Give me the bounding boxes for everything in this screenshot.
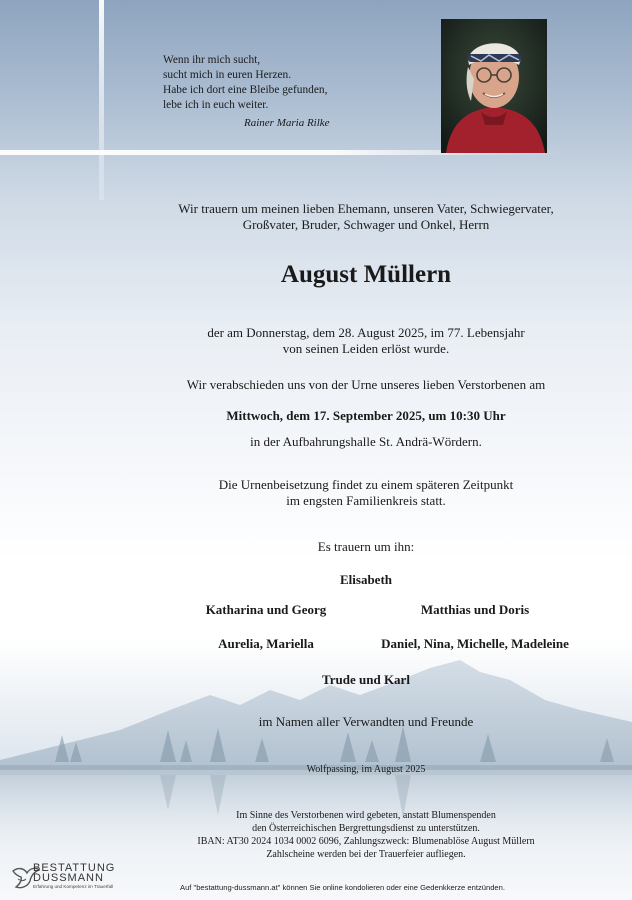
farewell-intro: Wir verabschieden uns von der Urne unseres lieben Verstorbenen am [186,377,546,392]
donation-line: Zahlscheine werden bei der Trauerfeier aufliegen. [266,849,466,860]
intro-text [100,201,632,233]
online-condolence-footer: Auf "bestattung-dussmann.at" können Sie online kondolieren oder eine Gedenkkerze entzünden. [180,883,505,892]
death-line: der am Donnerstag, dem 28. August 2025, im 77. Lebensjahr [207,325,525,340]
mourner-family: Katharina und Georg [205,602,327,617]
intro-line: Großvater, Bruder, Schwager und Onkel, Herrn [242,217,490,232]
urn-burial-notice [100,477,632,509]
death-line: von seinen Leiden erlöst wurde. [282,341,450,356]
poem-author: Rainer Maria Rilke [244,117,330,129]
logo-tagline: Erfahrung und Kompetenz im Trauerfall [33,884,114,889]
donation-line: Im Sinne des Verstorbenen wird gebeten, anstatt Blumenspenden [236,810,496,821]
donation-line: den Österreichischen Bergrettungsdienst zu unterstützen. [252,823,480,834]
donation-line: IBAN: AT30 2024 1034 0002 6096, Zahlungszweck: Blumenablöse August Müllern [197,836,535,847]
logo-wordmark [33,863,115,883]
logo-line: DUSSMANN [33,872,104,884]
cross-vertical-beam [99,0,104,200]
place-date: Wolfpassing, im August 2025 [306,764,426,775]
poem-line: lebe ich in euch weiter. [163,99,269,111]
logo-line: BESTATTUNG [33,862,116,874]
intro-line: Wir trauern um meinen lieben Ehemann, unseren Vater, Schwiegervater, [178,201,554,216]
deceased-name: August Müllern [280,261,452,288]
mourner-family: Daniel, Nina, Michelle, Madeleine [381,636,569,651]
mourner-family: Matthias und Doris [420,602,530,617]
mourners-intro: Es trauern um ihn: [317,539,415,554]
poem-line: Wenn ihr mich sucht, [163,54,261,66]
farewell-date: Mittwoch, dem 17. September 2025, um 10:30 Uhr [226,408,506,423]
mourner-spouse: Elisabeth [339,572,392,587]
relatives-line: im Namen aller Verwandten und Freunde [258,714,474,729]
urn-line: Die Urnenbeisetzung findet zu einem späteren Zeitpunkt [218,477,514,492]
urn-line: im engsten Familienkreis statt. [286,493,446,508]
farewell-place: in der Aufbahrungshalle St. Andrä-Wördern. [250,434,482,449]
mourner-family: Aurelia, Mariella [218,636,314,651]
death-notice [100,325,632,357]
poem [163,53,327,113]
poem-line: Habe ich dort eine Bleibe gefunden, [163,84,328,96]
deceased-portrait-photo [441,19,547,153]
mourner-family: Trude und Karl [322,672,410,687]
poem-line: sucht mich in euren Herzen. [163,69,292,81]
donation-notice [100,809,632,861]
